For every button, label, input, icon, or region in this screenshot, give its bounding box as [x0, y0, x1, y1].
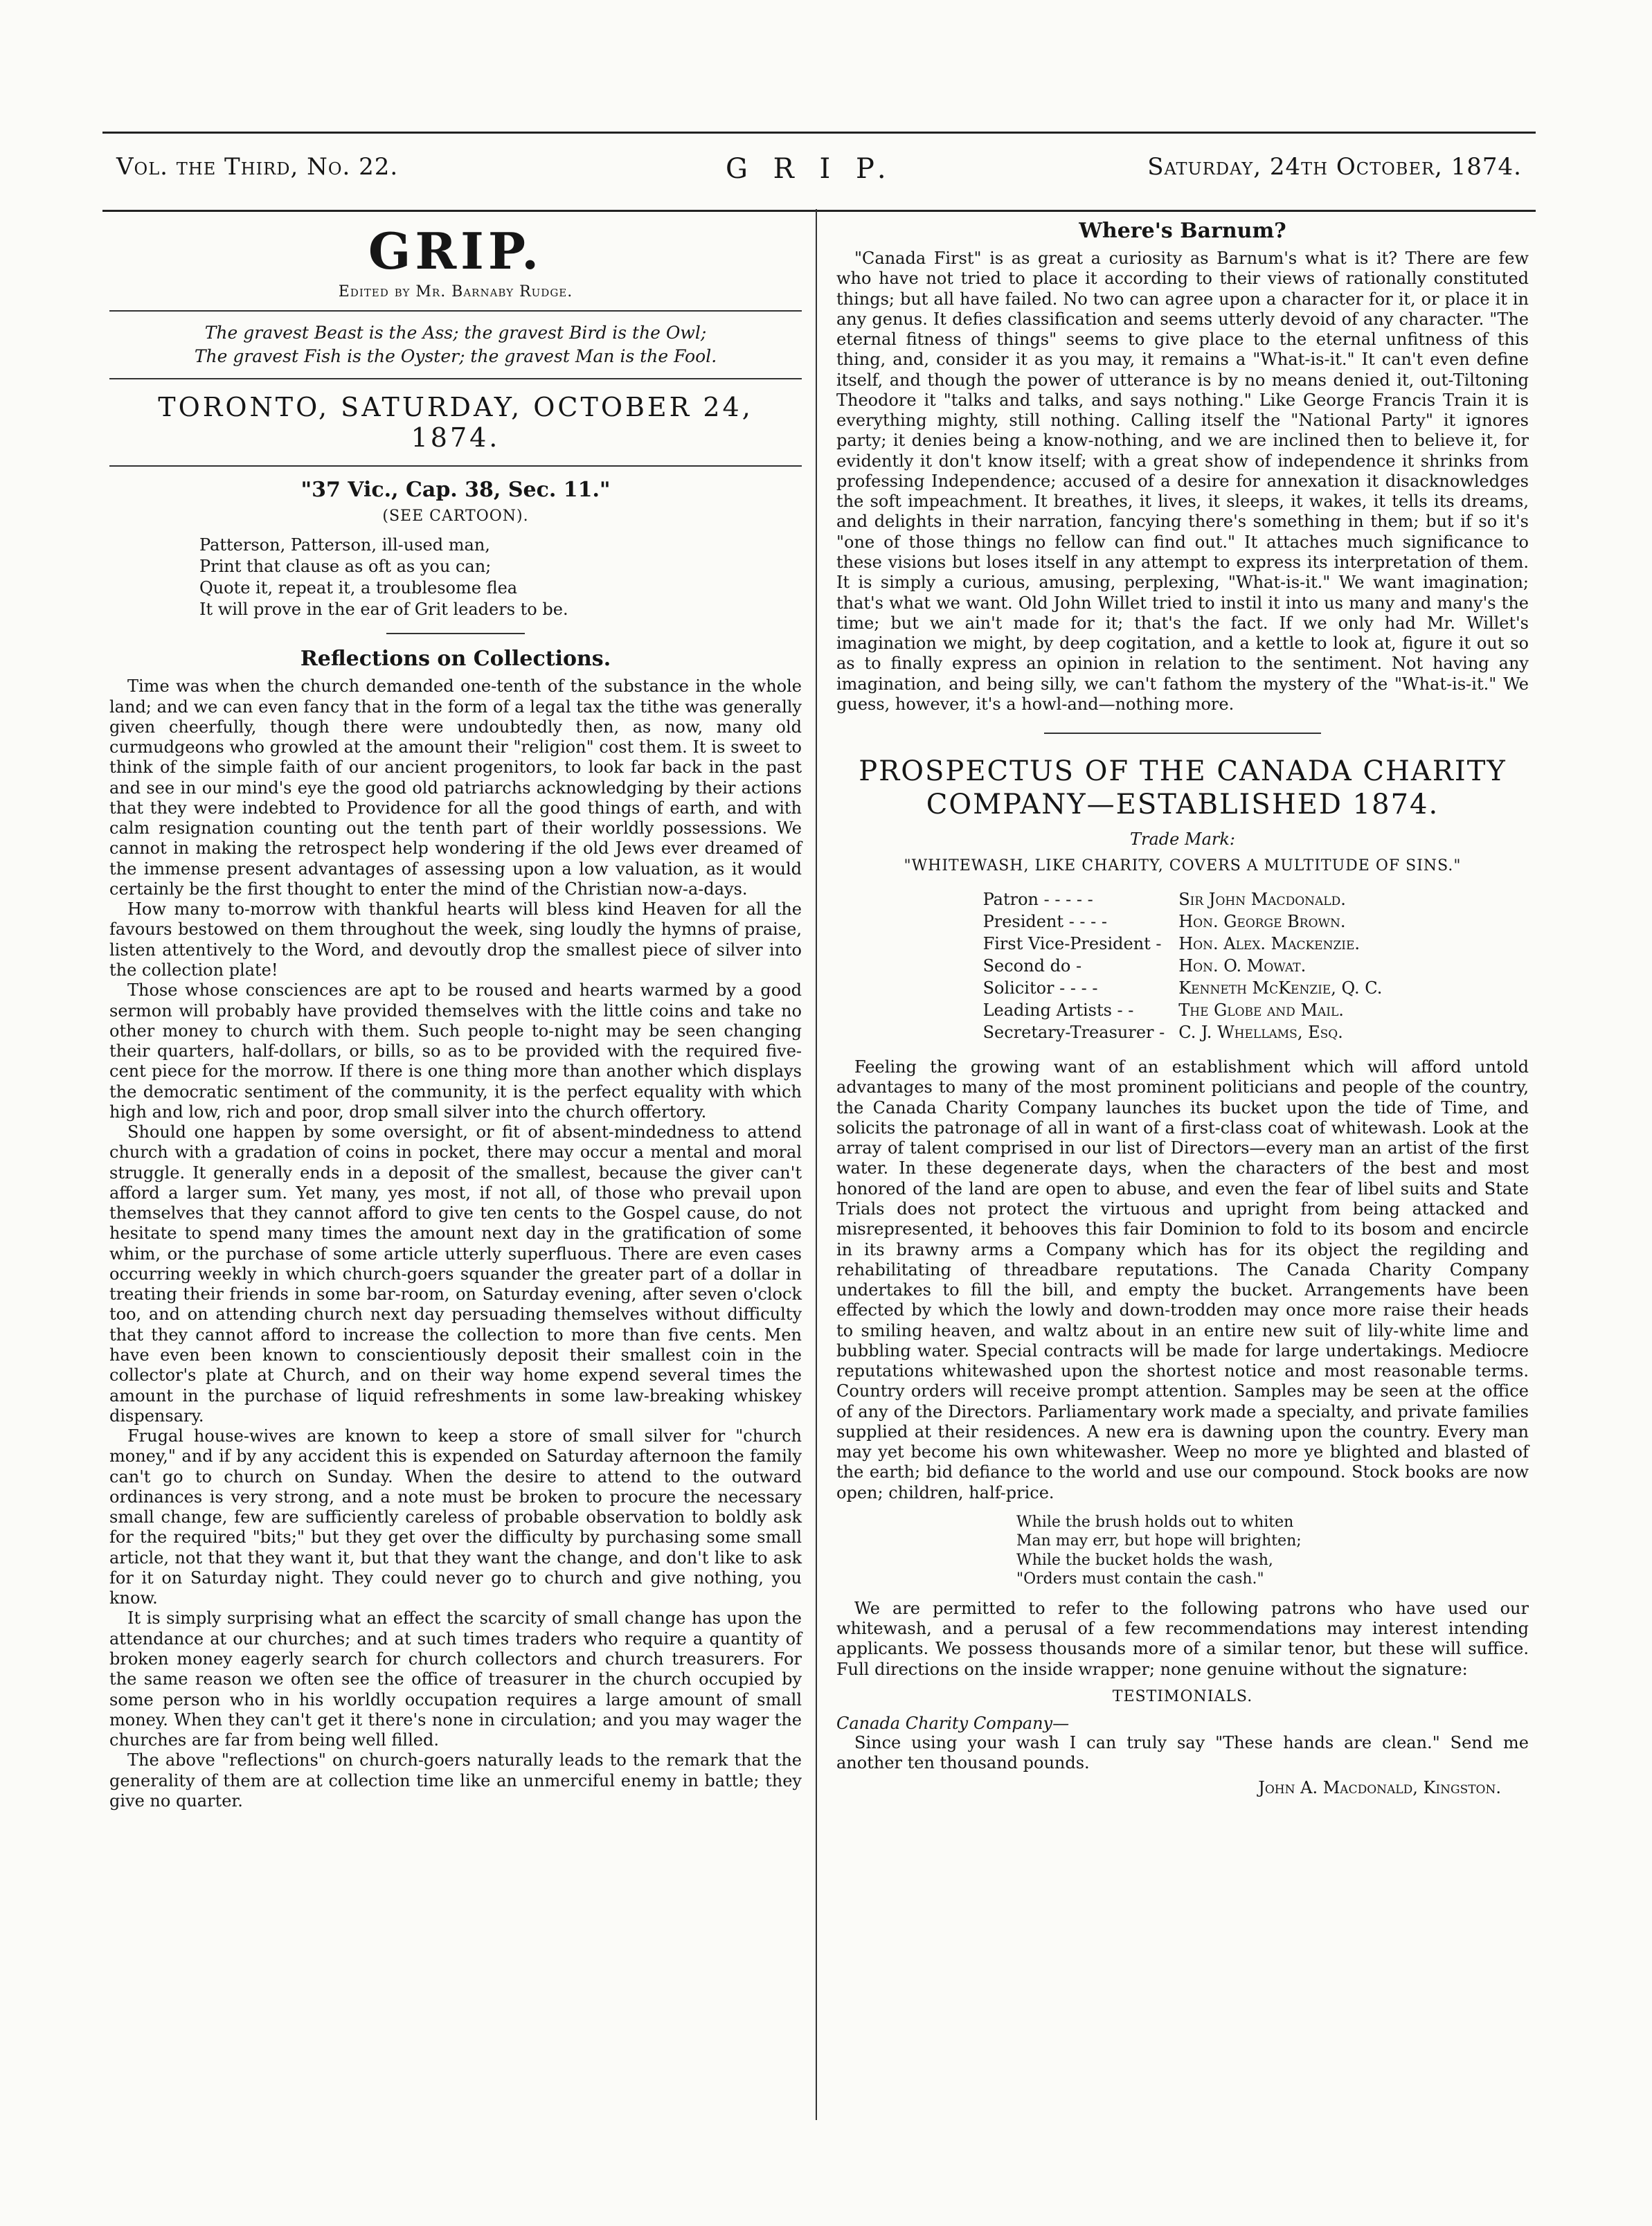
divider [386, 633, 525, 634]
testimonials-heading: TESTIMONIALS. [1112, 1688, 1253, 1706]
officer-role: Second do - [982, 956, 1082, 976]
table-row [976, 888, 1390, 910]
officer-name: Hon. George Brown. [1178, 912, 1346, 932]
poem-line: "Orders must contain the cash." [1016, 1570, 1264, 1588]
table-row [976, 977, 1390, 999]
article-title-reflections: Reflections on Collections. [300, 647, 611, 672]
officer-role: Solicitor - - - - [982, 978, 1098, 998]
poem-line: It will prove in the ear of Grit leaders to be. [199, 600, 568, 620]
paragraph: Those whose consciences are apt to be roused and hearts warmed by a good sermon will probably have provided themselves with the little coins and take no other money to church with them. Such people to-night may be seen changing their quarters, half-dollars, or bills, so as to be provided with the required five-cent piece for the morrow. If there is one thing more than another which displays the democratic sentiment of the community, it is the perfect equality with which high and low, rich and poor, drop small silver into the church offertory. [109, 980, 802, 1122]
motto-line-1: The gravest Beast is the Ass; the gravest Bird is the Owl; [204, 323, 707, 343]
volume-label: Vol. the Third, No. 22. [116, 153, 399, 181]
officer-role: First Vice-President - [982, 934, 1162, 954]
company-motto: "WHITEWASH, LIKE CHARITY, COVERS A MULTITUDE OF SINS." [904, 857, 1462, 875]
paragraph: Time was when the church demanded one-tenth of the substance in the whole land; and we can even fancy that in the form of a legal tax the tithe was generally given cheerfully, though there were undoubtedly then, as now, many old curmudgeons who growled at the amount their "religion" cost them. It is sweet to think of the simple faith of our ancient progenitors, to look far back in the past and see in our mind's eye the good old patriarchs acknowledging by their actions that they were indebted to Providence for all the good things of earth, and with calm resignation counting out the tenth part of their worldly possessions. We cannot in making the retrospect help wondering if the old Jews ever dreamed of the immense present advantages of assessing upon a low valuation, as it would certainly be the first thought to enter the mind of the Christian now-a-days. [109, 676, 802, 899]
paragraph: It is simply surprising what an effect the scarcity of small change has upon the attendance at our churches; and at such times traders who require a quantity of broken money eagerly search for church collectors and church treasurers. For the same reason we often see the office of treasurer in the church occupied by some person who in his worldly occupation requires a large amount of small money. When they can't get it there's none in circulation; and you may wager the churches are far from being well filled. [109, 1608, 802, 1750]
table-row [976, 933, 1390, 955]
table-row [976, 910, 1390, 933]
article-title-barnum: Where's Barnum? [1079, 219, 1286, 243]
paragraph: Feeling the growing want of an establishment which will afford untold advantages to many of the most prominent politicians and people of the country, the Canada Charity Company launches its bucket upon the tide of Time, and solicits the patronage of all in want of a first-class coat of whitewash. Look at the array of talent comprised in our list of Directors—every man an artist of the first water. In these degenerate days, when the characters of the best and most honored of the land are open to abuse, and even the fear of libel suits and State Trials does not protect the virtuous and upright from being attacked and misrepresented, it behooves this fair Dominion to fold to its bosom and encircle in its brawny arms a Company which has for its object the regilding and rehabilitating of threadbare reputations. The Canada Charity Company undertakes to fill the bill, and empty the bucket. Arrangements have been effected by which the lowly and down-trodden may once more raise their heads to smiling heaven, and waltz about in an entire new suit of lily-white lime and bubbling water. Special contracts will be made for large undertakings. Mediocre reputations whitewashed upon the shortest notice and most reasonable terms. Country orders will receive prompt attention. Samples may be seen at the office of any of the Directors. Parliamentary work made a specialty, and private families supplied at their residences. A new era is dawning upon the country. Every man may yet become his own whitewasher. Weep no more ye blighted and blasted of the earth; bid defiance to the world and use our compound. Stock books are now open; children, half-price. [836, 1057, 1529, 1502]
officer-role: Patron - - - - - [982, 890, 1093, 910]
paragraph: The above "reflections" on church-goers naturally leads to the remark that the generality of them are at collection time like an unmerciful enemy in battle; they give no quarter. [109, 1750, 802, 1811]
divider [109, 310, 802, 312]
paragraph: Since using your wash I can truly say "These hands are clean." Send me another ten thousand pounds. [836, 1733, 1529, 1773]
table-row [976, 1021, 1390, 1043]
paragraph: Frugal house-wives are known to keep a store of small silver for "church money," and if by any accident this is expended on Saturday afternoon the family can't go to church on Sunday. When the desire to attend to the outward ordinances is very strong, and a note must be broken to procure the necessary small change, few are sufficiently careless of probable observation to boldly ask for the required "bits;" but they get over the difficulty by purchasing some small article, not that they want it, but that they want the change, and don't like to ask for it on Saturday night. They could never go to church and give nothing, you know. [109, 1426, 802, 1608]
issue-date: Saturday, 24th October, 1874. [1147, 153, 1522, 181]
poem-line: While the bucket holds the wash, [1016, 1551, 1273, 1569]
paragraph: How many to-morrow with thankful hearts will bless kind Heaven for all the favours bestowed on them throughout the week, sing loudly the hymns of praise, listen attentively to the Word, and devoutly drop the smallest piece of silver into the collection plate! [109, 899, 802, 980]
dateline: TORONTO, SATURDAY, OCTOBER 24, 1874. [158, 391, 753, 453]
poem-line: Man may err, but hope will brighten; [1016, 1532, 1302, 1550]
article-title-vic: "37 Vic., Cap. 38, Sec. 11." [300, 477, 611, 502]
officers-table [976, 888, 1390, 1043]
left-column [109, 215, 802, 1811]
right-column [836, 215, 1529, 1797]
salutation: Canada Charity Company— [836, 1714, 1070, 1734]
divider [109, 378, 802, 379]
officer-name: C. J. Whellams, Esq. [1178, 1023, 1343, 1043]
officer-role: President - - - - [982, 912, 1108, 932]
page-header [102, 132, 1536, 212]
prospectus-title: PROSPECTUS OF THE CANADA CHARITY COMPANY—ESTABLISHED 1874. [859, 755, 1507, 821]
table-row [976, 999, 1390, 1021]
officer-name: Kenneth McKenzie, Q. C. [1178, 978, 1383, 998]
officer-name: Hon. Alex. Mackenzie. [1178, 934, 1361, 954]
trade-mark-label: Trade Mark: [1130, 829, 1235, 850]
signature: John A. Macdonald, Kingston. [1258, 1777, 1501, 1797]
poem [836, 1513, 1529, 1589]
officer-role: Secretary-Treasurer - [982, 1023, 1165, 1043]
editor-line: Edited by Mr. Barnaby Rudge. [338, 283, 573, 300]
newspaper-page [102, 118, 1536, 2126]
poem-line: Patterson, Patterson, ill-used man, [199, 535, 490, 555]
paragraph: Should one happen by some oversight, or fit of absent-mindedness to attend church with a gradation of coins in pocket, there may occur a mental and moral struggle. It generally ends in a deposit of the smallest, because the giver can't afford a larger sum. Yet many, yes most, if not all, of those who prevail upon themselves that they cannot afford to give ten cents to the Gospel cause, do not hesitate to spend many times the amount next day in the gratification of some whim, or the purchase of some article utterly superfluous. There are even cases occurring weekly in which church-goers squander the greater part of a dollar in treating their friends in some bar-room, on Saturday evening, after seven o'clock too, and on attending church next day persuading themselves without difficulty that they cannot afford to increase the collection to more than five cents. Men have even been known to conscientiously deposit their smallest coin in the collector's plate at Church, and on their way home expend several times the amount in the purchase of liquid refreshments in some law-breaking whiskey dispensary. [109, 1122, 802, 1426]
table-row [976, 955, 1390, 977]
paragraph: We are permitted to refer to the following patrons who have used our whitewash, and a perusal of a few recommendations may interest intending applicants. We possess thousands more of a similar tenor, but these will suffice. Full directions on the inside wrapper; none genuine without the signature: [836, 1598, 1529, 1679]
motto-line-2: The gravest Fish is the Oyster; the gravest Man is the Fool. [194, 345, 717, 366]
cartoon-note: (SEE CARTOON). [382, 507, 529, 525]
officer-name: Sir John Macdonald. [1178, 890, 1346, 910]
poem [109, 535, 802, 621]
officer-name: The Globe and Mail. [1178, 1000, 1344, 1021]
officer-role: Leading Artists - - [982, 1000, 1134, 1021]
column-divider [816, 209, 817, 2120]
officer-name: Hon. O. Mowat. [1178, 956, 1307, 976]
poem-line: While the brush holds out to whiten [1016, 1513, 1294, 1531]
divider [109, 465, 802, 467]
poem-line: Print that clause as oft as you can; [199, 556, 492, 576]
masthead: GRIP. [368, 222, 544, 280]
divider [1044, 733, 1321, 734]
header-title: G R I P. [726, 153, 895, 185]
paragraph: "Canada First" is as great a curiosity as Barnum's what is it? There are few who have not tried to place it according to their views of rationally constituted things; but all have failed. No two can agree upon a character for it, or place it in any genus. It defies classification and seems utterly devoid of any character. "The eternal fitness of things" seems to give place to the eternal unfitness of this thing, and, consider it as you may, it remains a "What-is-it." It can't even define itself, and though the power of utterance is by no means denied it, out-Tiltoning Theodore it "talks and talks, and says nothing." Like George Francis Train it is everything mighty, still nothing. Calling itself the "National Party" it ignores party; it denies being a know-nothing, and we are inclined then to believe it, for evidently it don't know itself; with a great show of independence it shrinks from professing Independence; accused of a desire for annexation it disacknowledges the soft impeachment. It breathes, it lives, it sleeps, it wakes, it tells its dreams, and delights in their narration, fancying there's something in them; but if so it's "one of those things no fellow can find out." It attaches much significance to these visions but loses itself in any attempt to express its interpretation of them. It is simply a curious, amusing, perplexing, "What-is-it." We want imagination; that's what we want. Old John Willet tried to instil it into us many and many's the time; but we ain't made for it; that's the fact. If we only had Mr. Willet's imagination we might, by deep cogitation, and a kettle to look at, figure it out so as to finally express an opinion in relation to the sentiment. Not having any imagination, and being silly, we can't fathom the mystery of the "What-is-it." We guess, however, it's a howl-and—nothing more. [836, 249, 1529, 714]
poem-line: Quote it, repeat it, a troublesome flea [199, 577, 518, 598]
